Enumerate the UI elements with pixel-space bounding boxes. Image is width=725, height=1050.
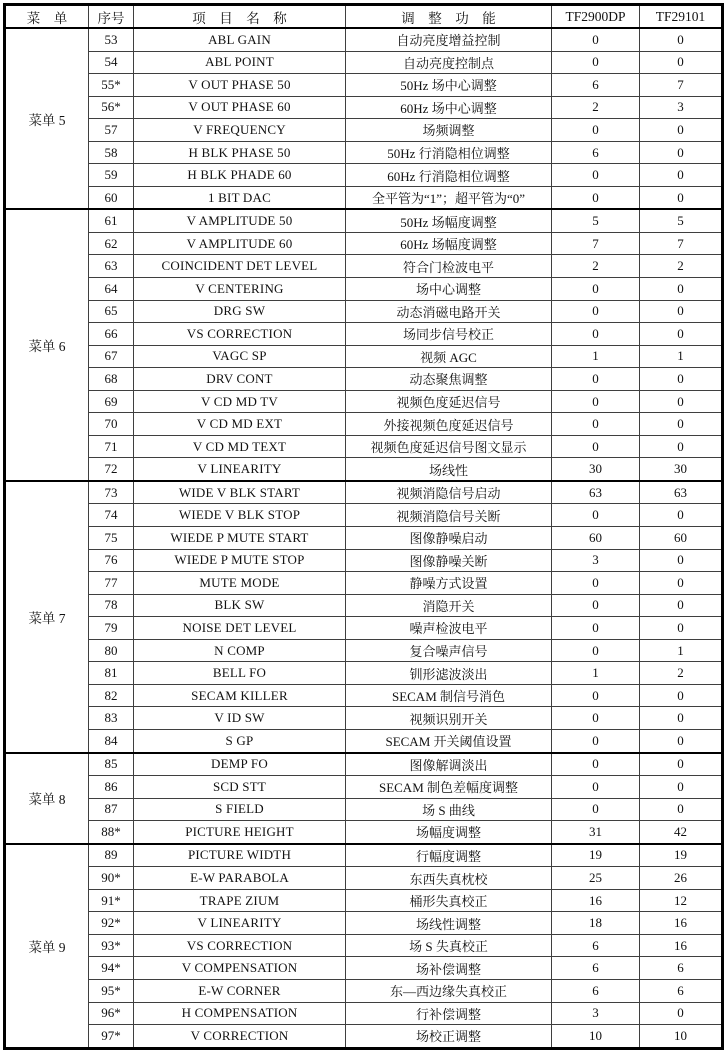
row-number-cell: 65: [89, 300, 134, 323]
value-tf29101-cell: 0: [640, 435, 723, 458]
header-tf2900dp: TF2900DP: [552, 5, 640, 29]
row-number-cell: 77: [89, 572, 134, 595]
table-row: [5, 979, 723, 1002]
value-tf2900dp-cell: 31: [552, 821, 640, 844]
value-tf29101-cell: 26: [640, 867, 723, 890]
table-row: [5, 28, 723, 51]
value-tf2900dp-cell: 3: [552, 1002, 640, 1025]
row-number-cell: 89: [89, 844, 134, 867]
function-cell: 50Hz 场中心调整: [346, 74, 552, 97]
function-cell: 桶形失真校正: [346, 889, 552, 912]
item-name-cell: MUTE MODE: [134, 572, 346, 595]
value-tf2900dp-cell: 19: [552, 844, 640, 867]
item-name-cell: N COMP: [134, 639, 346, 662]
item-name-cell: H BLK PHADE 60: [134, 164, 346, 187]
value-tf29101-cell: 16: [640, 934, 723, 957]
function-cell: 场同步信号校正: [346, 323, 552, 346]
table-body: [5, 28, 723, 1048]
item-name-cell: COINCIDENT DET LEVEL: [134, 255, 346, 278]
value-tf2900dp-cell: 25: [552, 867, 640, 890]
value-tf29101-cell: 0: [640, 28, 723, 51]
table-row: [5, 549, 723, 572]
table-row: [5, 435, 723, 458]
value-tf2900dp-cell: 7: [552, 232, 640, 255]
item-name-cell: H BLK PHASE 50: [134, 141, 346, 164]
value-tf29101-cell: 1: [640, 345, 723, 368]
table-row: [5, 164, 723, 187]
table-row: [5, 594, 723, 617]
function-cell: 复合噪声信号: [346, 639, 552, 662]
value-tf29101-cell: 0: [640, 504, 723, 527]
item-name-cell: V COMPENSATION: [134, 957, 346, 980]
value-tf2900dp-cell: 0: [552, 594, 640, 617]
header-number: 序号: [89, 5, 134, 29]
row-number-cell: 67: [89, 345, 134, 368]
row-number-cell: 81: [89, 662, 134, 685]
function-cell: 自动亮度控制点: [346, 51, 552, 74]
table-row: [5, 957, 723, 980]
row-number-cell: 69: [89, 390, 134, 413]
value-tf2900dp-cell: 30: [552, 458, 640, 481]
function-cell: SECAM 制信号消色: [346, 684, 552, 707]
table-row: [5, 1025, 723, 1049]
row-number-cell: 83: [89, 707, 134, 730]
item-name-cell: V AMPLITUDE 50: [134, 209, 346, 232]
value-tf29101-cell: 0: [640, 119, 723, 142]
item-name-cell: S GP: [134, 729, 346, 752]
value-tf2900dp-cell: 16: [552, 889, 640, 912]
item-name-cell: WIDE V BLK START: [134, 481, 346, 504]
function-cell: 场线性: [346, 458, 552, 481]
function-cell: SECAM 制色差幅度调整: [346, 776, 552, 799]
table-row: [5, 821, 723, 844]
function-cell: 60Hz 场幅度调整: [346, 232, 552, 255]
row-number-cell: 86: [89, 776, 134, 799]
function-cell: 噪声检波电平: [346, 617, 552, 640]
item-name-cell: V CD MD TEXT: [134, 435, 346, 458]
table-row: [5, 278, 723, 301]
table-row: [5, 345, 723, 368]
value-tf29101-cell: 0: [640, 51, 723, 74]
value-tf2900dp-cell: 0: [552, 323, 640, 346]
table-row: [5, 844, 723, 867]
value-tf29101-cell: 0: [640, 798, 723, 821]
value-tf29101-cell: 0: [640, 141, 723, 164]
value-tf29101-cell: 0: [640, 572, 723, 595]
function-cell: 场中心调整: [346, 278, 552, 301]
value-tf29101-cell: 0: [640, 617, 723, 640]
function-cell: 自动亮度增益控制: [346, 28, 552, 51]
value-tf29101-cell: 0: [640, 753, 723, 776]
function-cell: 60Hz 场中心调整: [346, 96, 552, 119]
function-cell: 场线性调整: [346, 912, 552, 935]
value-tf2900dp-cell: 0: [552, 798, 640, 821]
table-row: [5, 639, 723, 662]
table-row: [5, 368, 723, 391]
menu-group-label: 菜单 6: [5, 209, 89, 481]
value-tf29101-cell: 42: [640, 821, 723, 844]
row-number-cell: 55*: [89, 74, 134, 97]
value-tf29101-cell: 0: [640, 186, 723, 209]
row-number-cell: 78: [89, 594, 134, 617]
item-name-cell: 1 BIT DAC: [134, 186, 346, 209]
value-tf29101-cell: 60: [640, 527, 723, 550]
item-name-cell: ABL POINT: [134, 51, 346, 74]
function-cell: 视频消隐信号关断: [346, 504, 552, 527]
value-tf29101-cell: 7: [640, 232, 723, 255]
row-number-cell: 76: [89, 549, 134, 572]
row-number-cell: 91*: [89, 889, 134, 912]
function-cell: 动态聚焦调整: [346, 368, 552, 391]
value-tf29101-cell: 0: [640, 278, 723, 301]
value-tf29101-cell: 0: [640, 368, 723, 391]
function-cell: 视频消隐信号启动: [346, 481, 552, 504]
row-number-cell: 85: [89, 753, 134, 776]
table-row: [5, 255, 723, 278]
table-row: [5, 776, 723, 799]
function-cell: 视频识别开关: [346, 707, 552, 730]
menu-group-label: 菜单 5: [5, 28, 89, 209]
table-row: [5, 572, 723, 595]
item-name-cell: V CORRECTION: [134, 1025, 346, 1049]
function-cell: 50Hz 行消隐相位调整: [346, 141, 552, 164]
header-function: 调 整 功 能: [346, 5, 552, 29]
function-cell: 行幅度调整: [346, 844, 552, 867]
value-tf2900dp-cell: 2: [552, 96, 640, 119]
table-row: [5, 74, 723, 97]
function-cell: 视频色度延迟信号: [346, 390, 552, 413]
value-tf2900dp-cell: 0: [552, 368, 640, 391]
row-number-cell: 57: [89, 119, 134, 142]
row-number-cell: 79: [89, 617, 134, 640]
row-number-cell: 63: [89, 255, 134, 278]
item-name-cell: SECAM KILLER: [134, 684, 346, 707]
value-tf29101-cell: 0: [640, 413, 723, 436]
function-cell: 图像静噪关断: [346, 549, 552, 572]
row-number-cell: 56*: [89, 96, 134, 119]
table-row: [5, 889, 723, 912]
item-name-cell: ABL GAIN: [134, 28, 346, 51]
value-tf2900dp-cell: 63: [552, 481, 640, 504]
item-name-cell: E-W PARABOLA: [134, 867, 346, 890]
table-row: [5, 798, 723, 821]
function-cell: 动态消磁电路开关: [346, 300, 552, 323]
item-name-cell: BLK SW: [134, 594, 346, 617]
value-tf29101-cell: 63: [640, 481, 723, 504]
function-cell: 静噪方式设置: [346, 572, 552, 595]
row-number-cell: 60: [89, 186, 134, 209]
value-tf29101-cell: 0: [640, 323, 723, 346]
table-row: [5, 51, 723, 74]
value-tf2900dp-cell: 0: [552, 729, 640, 752]
item-name-cell: V ID SW: [134, 707, 346, 730]
value-tf29101-cell: 0: [640, 390, 723, 413]
value-tf29101-cell: 30: [640, 458, 723, 481]
row-number-cell: 71: [89, 435, 134, 458]
menu-group-label: 菜单 8: [5, 753, 89, 844]
value-tf2900dp-cell: 0: [552, 684, 640, 707]
value-tf2900dp-cell: 0: [552, 572, 640, 595]
item-name-cell: V OUT PHASE 60: [134, 96, 346, 119]
item-name-cell: V CD MD EXT: [134, 413, 346, 436]
value-tf2900dp-cell: 0: [552, 504, 640, 527]
row-number-cell: 92*: [89, 912, 134, 935]
table-row: [5, 934, 723, 957]
value-tf29101-cell: 0: [640, 1002, 723, 1025]
value-tf2900dp-cell: 0: [552, 435, 640, 458]
item-name-cell: H COMPENSATION: [134, 1002, 346, 1025]
table-row: [5, 527, 723, 550]
function-cell: SECAM 开关阈值设置: [346, 729, 552, 752]
row-number-cell: 95*: [89, 979, 134, 1002]
value-tf29101-cell: 0: [640, 594, 723, 617]
row-number-cell: 93*: [89, 934, 134, 957]
table-row: [5, 707, 723, 730]
value-tf2900dp-cell: 0: [552, 164, 640, 187]
row-number-cell: 80: [89, 639, 134, 662]
table-row: [5, 390, 723, 413]
value-tf29101-cell: 19: [640, 844, 723, 867]
table-row: [5, 481, 723, 504]
value-tf2900dp-cell: 6: [552, 74, 640, 97]
value-tf2900dp-cell: 0: [552, 119, 640, 142]
item-name-cell: VAGC SP: [134, 345, 346, 368]
value-tf29101-cell: 0: [640, 164, 723, 187]
value-tf29101-cell: 5: [640, 209, 723, 232]
row-number-cell: 59: [89, 164, 134, 187]
value-tf2900dp-cell: 0: [552, 390, 640, 413]
row-number-cell: 53: [89, 28, 134, 51]
table-row: [5, 186, 723, 209]
value-tf2900dp-cell: 10: [552, 1025, 640, 1049]
table-row: [5, 729, 723, 752]
row-number-cell: 97*: [89, 1025, 134, 1049]
item-name-cell: WIEDE P MUTE STOP: [134, 549, 346, 572]
value-tf29101-cell: 0: [640, 776, 723, 799]
header-menu: 菜 单: [5, 5, 89, 29]
row-number-cell: 94*: [89, 957, 134, 980]
row-number-cell: 68: [89, 368, 134, 391]
value-tf2900dp-cell: 0: [552, 28, 640, 51]
function-cell: 场校正调整: [346, 1025, 552, 1049]
value-tf2900dp-cell: 0: [552, 413, 640, 436]
value-tf2900dp-cell: 0: [552, 639, 640, 662]
function-cell: 图像静噪启动: [346, 527, 552, 550]
row-number-cell: 61: [89, 209, 134, 232]
value-tf29101-cell: 6: [640, 979, 723, 1002]
value-tf2900dp-cell: 1: [552, 345, 640, 368]
row-number-cell: 87: [89, 798, 134, 821]
row-number-cell: 82: [89, 684, 134, 707]
value-tf2900dp-cell: 6: [552, 934, 640, 957]
value-tf29101-cell: 1: [640, 639, 723, 662]
value-tf29101-cell: 0: [640, 300, 723, 323]
function-cell: 图像解调淡出: [346, 753, 552, 776]
table-row: [5, 684, 723, 707]
item-name-cell: V LINEARITY: [134, 912, 346, 935]
row-number-cell: 58: [89, 141, 134, 164]
function-cell: 场频调整: [346, 119, 552, 142]
table-row: [5, 912, 723, 935]
value-tf29101-cell: 16: [640, 912, 723, 935]
item-name-cell: NOISE DET LEVEL: [134, 617, 346, 640]
function-cell: 东—西边缘失真校正: [346, 979, 552, 1002]
row-number-cell: 73: [89, 481, 134, 504]
value-tf29101-cell: 0: [640, 707, 723, 730]
value-tf2900dp-cell: 6: [552, 141, 640, 164]
item-name-cell: BELL FO: [134, 662, 346, 685]
item-name-cell: VS CORRECTION: [134, 934, 346, 957]
item-name-cell: WIEDE V BLK STOP: [134, 504, 346, 527]
table-row: [5, 458, 723, 481]
table-row: [5, 1002, 723, 1025]
item-name-cell: E-W CORNER: [134, 979, 346, 1002]
function-cell: 行补偿调整: [346, 1002, 552, 1025]
value-tf2900dp-cell: 0: [552, 186, 640, 209]
table-row: [5, 662, 723, 685]
header-item: 项 目 名 称: [134, 5, 346, 29]
item-name-cell: WIEDE P MUTE START: [134, 527, 346, 550]
value-tf2900dp-cell: 3: [552, 549, 640, 572]
value-tf29101-cell: 0: [640, 549, 723, 572]
function-cell: 视频色度延迟信号图文显示: [346, 435, 552, 458]
table-row: [5, 413, 723, 436]
menu-group-label: 菜单 9: [5, 844, 89, 1048]
value-tf29101-cell: 0: [640, 684, 723, 707]
row-number-cell: 75: [89, 527, 134, 550]
row-number-cell: 70: [89, 413, 134, 436]
function-cell: 全平管为“1”；超平管为“0”: [346, 186, 552, 209]
item-name-cell: SCD STT: [134, 776, 346, 799]
function-cell: 视频 AGC: [346, 345, 552, 368]
item-name-cell: DRG SW: [134, 300, 346, 323]
value-tf29101-cell: 2: [640, 662, 723, 685]
row-number-cell: 62: [89, 232, 134, 255]
table-row: [5, 300, 723, 323]
value-tf2900dp-cell: 0: [552, 776, 640, 799]
item-name-cell: S FIELD: [134, 798, 346, 821]
value-tf2900dp-cell: 18: [552, 912, 640, 935]
item-name-cell: DEMP FO: [134, 753, 346, 776]
row-number-cell: 84: [89, 729, 134, 752]
table-row: [5, 867, 723, 890]
row-number-cell: 96*: [89, 1002, 134, 1025]
value-tf29101-cell: 7: [640, 74, 723, 97]
value-tf2900dp-cell: 5: [552, 209, 640, 232]
function-cell: 50Hz 场幅度调整: [346, 209, 552, 232]
menu-group-label: 菜单 7: [5, 481, 89, 753]
value-tf2900dp-cell: 0: [552, 707, 640, 730]
item-name-cell: V CD MD TV: [134, 390, 346, 413]
value-tf2900dp-cell: 0: [552, 753, 640, 776]
table-row: [5, 119, 723, 142]
item-name-cell: TRAPE ZIUM: [134, 889, 346, 912]
function-cell: 场 S 曲线: [346, 798, 552, 821]
function-cell: 钏形滤波淡出: [346, 662, 552, 685]
value-tf29101-cell: 2: [640, 255, 723, 278]
table-row: [5, 141, 723, 164]
value-tf2900dp-cell: 0: [552, 278, 640, 301]
value-tf2900dp-cell: 2: [552, 255, 640, 278]
row-number-cell: 54: [89, 51, 134, 74]
value-tf29101-cell: 6: [640, 957, 723, 980]
function-cell: 符合门检波电平: [346, 255, 552, 278]
header-tf29101: TF29101: [640, 5, 723, 29]
table-row: [5, 617, 723, 640]
value-tf2900dp-cell: 6: [552, 957, 640, 980]
table-header: [5, 5, 723, 29]
value-tf2900dp-cell: 0: [552, 51, 640, 74]
row-number-cell: 66: [89, 323, 134, 346]
item-name-cell: V AMPLITUDE 60: [134, 232, 346, 255]
item-name-cell: VS CORRECTION: [134, 323, 346, 346]
function-cell: 消隐开关: [346, 594, 552, 617]
value-tf2900dp-cell: 6: [552, 979, 640, 1002]
value-tf29101-cell: 12: [640, 889, 723, 912]
table-row: [5, 323, 723, 346]
table-row: [5, 753, 723, 776]
row-number-cell: 88*: [89, 821, 134, 844]
table-row: [5, 96, 723, 119]
value-tf29101-cell: 3: [640, 96, 723, 119]
table-row: [5, 504, 723, 527]
function-cell: 东西失真枕校: [346, 867, 552, 890]
row-number-cell: 64: [89, 278, 134, 301]
item-name-cell: DRV CONT: [134, 368, 346, 391]
item-name-cell: V FREQUENCY: [134, 119, 346, 142]
row-number-cell: 72: [89, 458, 134, 481]
function-cell: 外接视频色度延迟信号: [346, 413, 552, 436]
function-cell: 场幅度调整: [346, 821, 552, 844]
value-tf2900dp-cell: 0: [552, 300, 640, 323]
adjustment-table: [3, 3, 724, 1050]
header-row: [5, 5, 723, 29]
value-tf2900dp-cell: 1: [552, 662, 640, 685]
item-name-cell: V OUT PHASE 50: [134, 74, 346, 97]
table-row: [5, 209, 723, 232]
value-tf2900dp-cell: 0: [552, 617, 640, 640]
row-number-cell: 90*: [89, 867, 134, 890]
table-row: [5, 232, 723, 255]
value-tf29101-cell: 10: [640, 1025, 723, 1049]
item-name-cell: V CENTERING: [134, 278, 346, 301]
item-name-cell: V LINEARITY: [134, 458, 346, 481]
value-tf2900dp-cell: 60: [552, 527, 640, 550]
function-cell: 场补偿调整: [346, 957, 552, 980]
item-name-cell: PICTURE HEIGHT: [134, 821, 346, 844]
item-name-cell: PICTURE WIDTH: [134, 844, 346, 867]
row-number-cell: 74: [89, 504, 134, 527]
function-cell: 场 S 失真校正: [346, 934, 552, 957]
value-tf29101-cell: 0: [640, 729, 723, 752]
function-cell: 60Hz 行消隐相位调整: [346, 164, 552, 187]
